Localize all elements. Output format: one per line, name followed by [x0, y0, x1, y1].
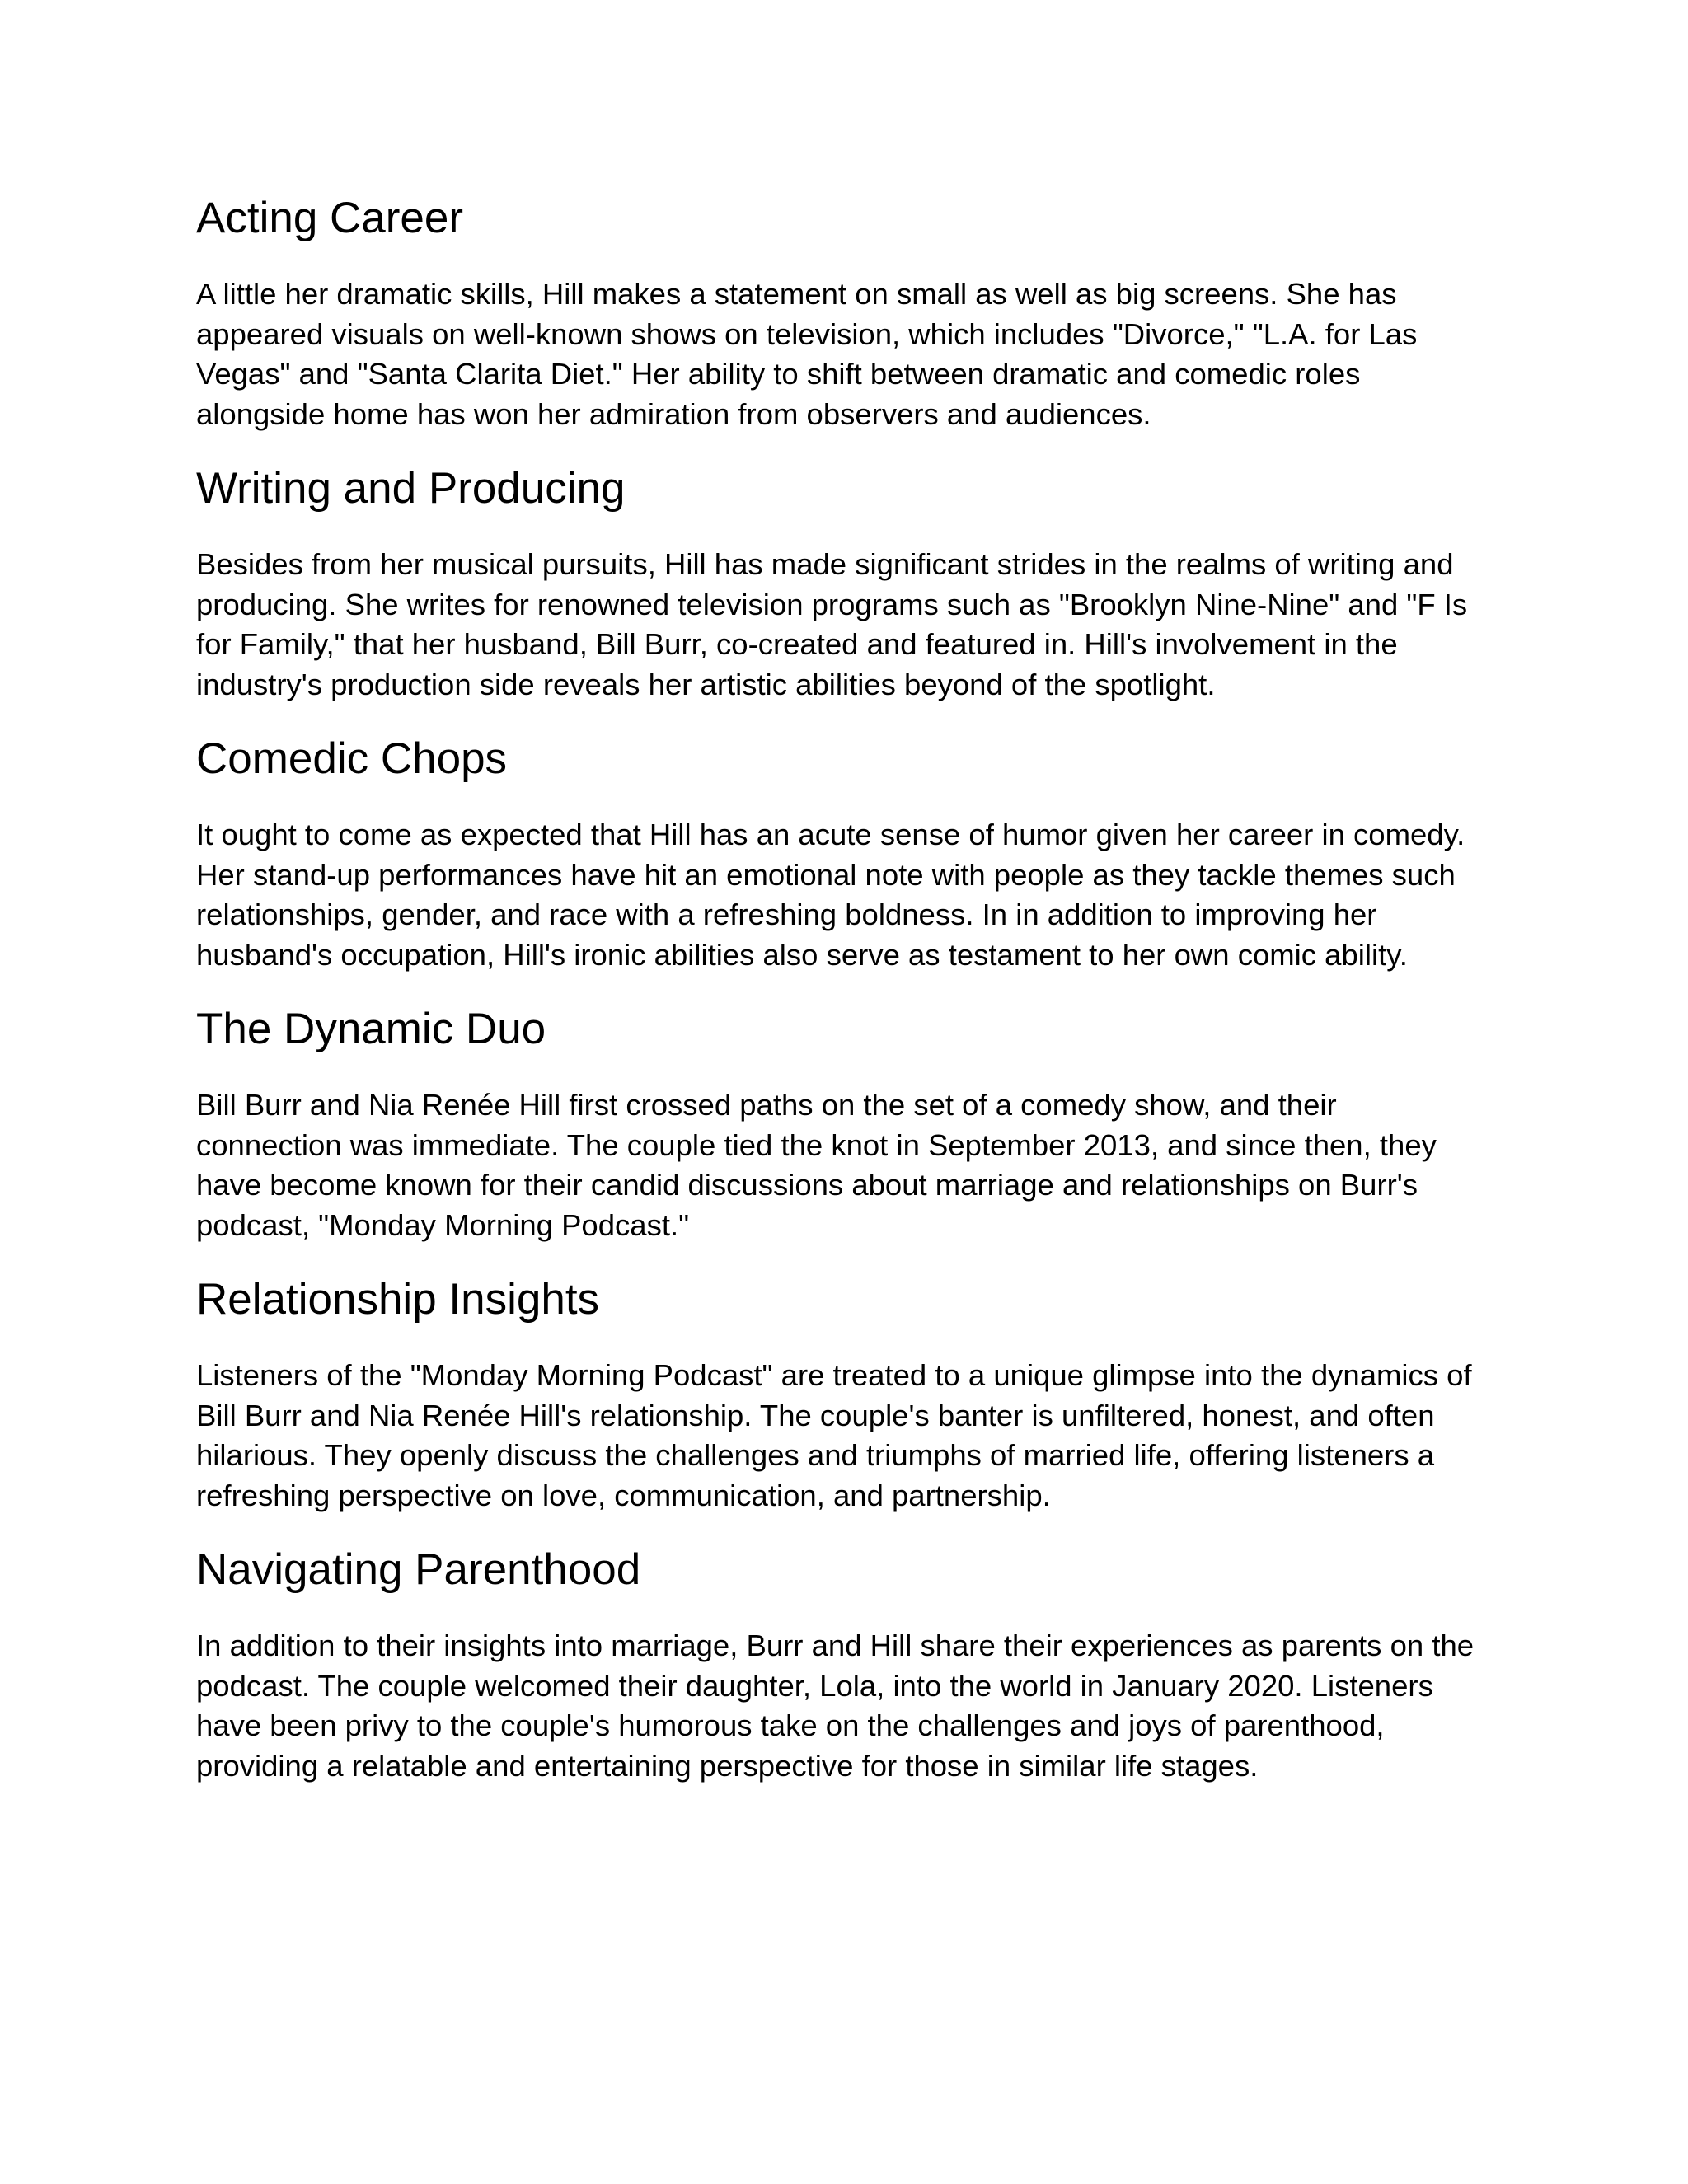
section-heading: Comedic Chops [196, 734, 508, 783]
section-writing-and-producing [196, 462, 1482, 705]
section-dynamic-duo [196, 1003, 1482, 1245]
section-navigating-parenthood [196, 1544, 1482, 1786]
section-paragraph: Bill Burr and Nia Renée Hill first crossed paths on the set of a comedy show, and their connection was immediate. The couple tied the knot in September 2013, and since then, they have become known for their candid discussions about marriage and relationships on Burr's podcast, "Monday Morning Podcast." [196, 1088, 1437, 1242]
section-paragraph: In addition to their insights into marriage, Burr and Hill share their experiences as parents on the podcast. The couple welcomed their daughter, Lola, into the world in January 2020. Listeners have been privy to the couple's humorous take on the challenges and joys of parenthood, providing a relatable and entertaining perspective for those in similar life stages. [196, 1629, 1475, 1783]
section-heading: Acting Career [196, 194, 464, 242]
section-paragraph: Besides from her musical pursuits, Hill has made significant strides in the realms of writing and producing. She writes for renowned television programs such as "Brooklyn Nine-Nine" and "F Is for Family," that her husband, Bill Burr, co-created and featured in. Hill's involvement in the industry's production side reveals her artistic abilities beyond of the spotlight. [196, 547, 1468, 701]
section-paragraph: Listeners of the "Monday Morning Podcast" are treated to a unique glimpse into the dynamics of Bill Burr and Nia Renée Hill's relationship. The couple's banter is unfiltered, honest, and often hilarious. They openly discuss the challenges and triumphs of married life, offering listeners a refreshing perspective on love, communication, and partnership. [196, 1358, 1472, 1512]
section-acting-career [196, 192, 1482, 434]
section-heading: The Dynamic Duo [196, 1005, 546, 1053]
section-paragraph: A little her dramatic skills, Hill makes a statement on small as well as big screens. She has appeared visuals on well-known shows on television, which includes "Divorce," "L.A. for Las Vegas" and "Santa Clarita Diet." Her ability to shift between dramatic and comedic roles alongside home has won her admiration from observers and audiences. [196, 277, 1418, 431]
section-heading: Navigating Parenthood [196, 1545, 641, 1594]
section-paragraph: It ought to come as expected that Hill has an acute sense of humor given her career in comedy. Her stand-up performances have hit an emotional note with people as they tackle themes such relationships, gender, and race with a refreshing boldness. In in addition to improving her husband's occupation, Hill's ironic abilities also serve as testament to her own comic ability. [196, 818, 1465, 972]
section-comedic-chops [196, 733, 1482, 975]
section-relationship-insights [196, 1273, 1482, 1516]
document-page [196, 192, 1482, 1814]
section-heading: Writing and Producing [196, 464, 626, 513]
section-heading: Relationship Insights [196, 1275, 600, 1324]
